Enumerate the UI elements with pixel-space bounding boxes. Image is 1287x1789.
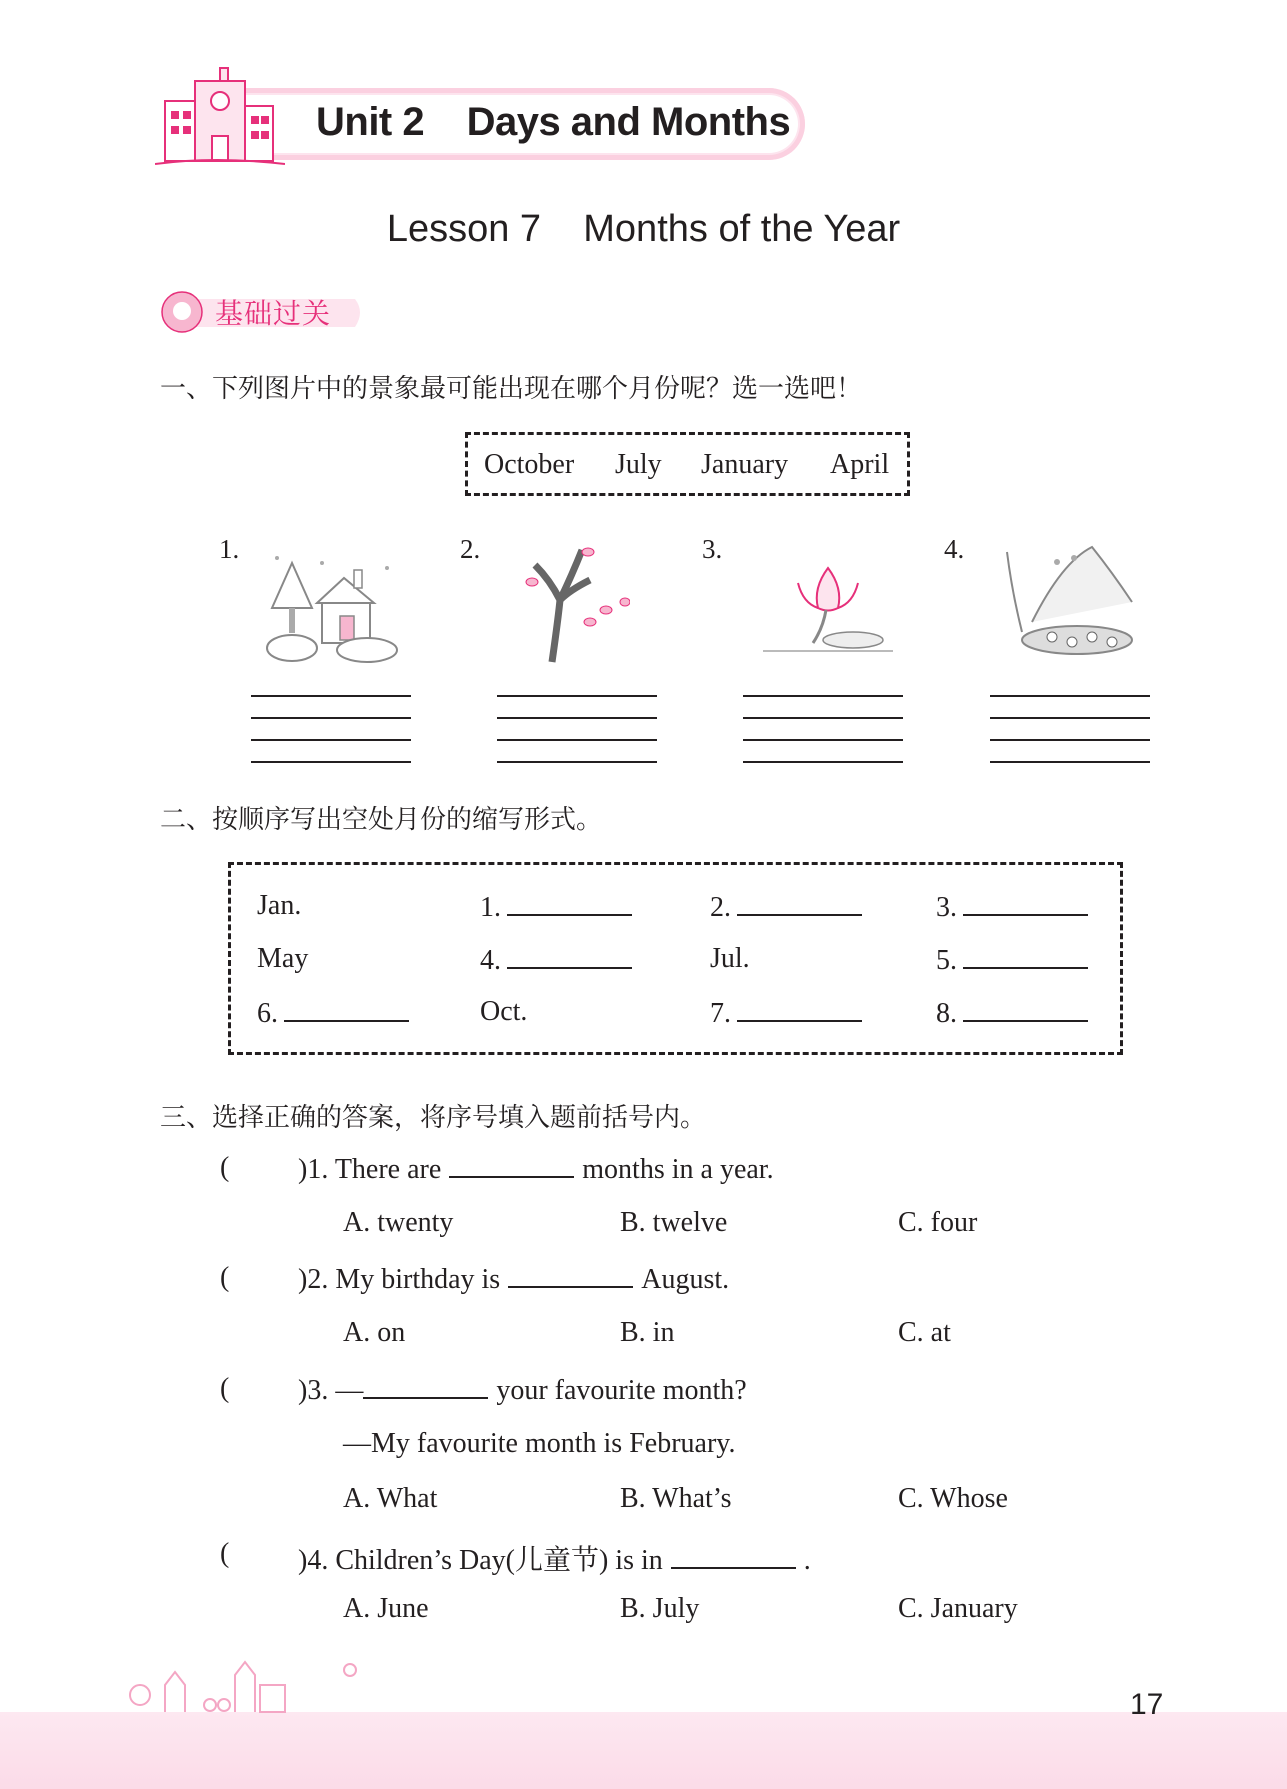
word-option: October [484, 449, 575, 480]
question-text: August. [641, 1264, 730, 1295]
question-4 [298, 1538, 811, 1578]
abbr-given: May [257, 943, 309, 974]
option-a[interactable]: A. on [343, 1317, 406, 1348]
lotus-picture [758, 548, 898, 658]
footer-band [0, 1712, 1287, 1789]
abbr-blank[interactable] [936, 890, 1088, 924]
blank-number: 4. [480, 945, 501, 976]
abbr-blank[interactable] [710, 996, 862, 1030]
option-b[interactable]: B. in [620, 1317, 675, 1348]
picture-number: 2. [460, 534, 481, 564]
section2-heading: 二、按顺序写出空处月份的缩写形式。 [160, 805, 603, 835]
abbr-blank[interactable] [480, 890, 632, 924]
snowy-house-picture [262, 548, 402, 663]
badge-label: 基础过关 [215, 297, 332, 330]
section3-heading: 三、选择正确的答案，将序号填入题前括号内。 [160, 1103, 707, 1133]
word-option: January [701, 449, 789, 480]
option-c[interactable]: C. January [898, 1593, 1018, 1624]
option-b[interactable]: B. July [620, 1593, 700, 1624]
question-1 [298, 1152, 774, 1186]
abbr-blank[interactable] [936, 943, 1088, 977]
picture-number: 1. [219, 534, 240, 564]
abbr-given: Jan. [257, 890, 302, 921]
section1-heading: 一、下列图片中的景象最可能出现在哪个月份呢？选一选吧！ [160, 374, 863, 404]
abbr-blank[interactable] [257, 996, 409, 1030]
option-a[interactable]: A. June [343, 1593, 429, 1624]
question-3 [298, 1373, 747, 1407]
option-c[interactable]: C. Whose [898, 1483, 1008, 1514]
abbr-given: Oct. [480, 996, 528, 1027]
answer-paren[interactable]: ( [220, 1262, 230, 1293]
abbr-given: Jul. [710, 943, 750, 974]
question-text: your favourite month? [496, 1375, 747, 1406]
lesson-title: Lesson 7 Months of the Year [386, 208, 901, 250]
autumn-tree-picture [510, 540, 630, 665]
unit-title: Unit 2 Days and Months [316, 100, 791, 144]
school-building-icon [155, 66, 285, 176]
question-text: months in a year. [582, 1154, 774, 1185]
question-text: )3. — [298, 1375, 364, 1406]
answer-paren[interactable]: ( [220, 1152, 230, 1183]
option-c[interactable]: C. at [898, 1317, 951, 1348]
question-text: )2. My birthday is [298, 1264, 501, 1295]
blank-number: 8. [936, 998, 957, 1029]
question-3-response: —My favourite month is February. [343, 1428, 736, 1459]
town-decoration-icon [120, 1650, 370, 1720]
abbr-blank[interactable] [710, 890, 862, 924]
word-option: July [615, 449, 662, 480]
blank-number: 3. [936, 892, 957, 923]
option-b[interactable]: B. What’s [620, 1483, 732, 1514]
picture-number: 3. [702, 534, 723, 564]
mountain-flowers-picture [1002, 542, 1142, 660]
abbr-blank[interactable] [480, 943, 632, 977]
word-option: April [830, 449, 890, 480]
answer-paren[interactable]: ( [220, 1538, 230, 1569]
page-number: 17 [1130, 1688, 1164, 1721]
question-text: )4. Children’s Day(儿童节) is in [298, 1545, 663, 1576]
answer-paren[interactable]: ( [220, 1373, 230, 1404]
option-a[interactable]: A. twenty [343, 1207, 454, 1238]
option-b[interactable]: B. twelve [620, 1207, 728, 1238]
question-2 [298, 1262, 729, 1296]
blank-number: 5. [936, 945, 957, 976]
option-c[interactable]: C. four [898, 1207, 978, 1238]
question-text: . [803, 1545, 811, 1576]
option-a[interactable]: A. What [343, 1483, 438, 1514]
picture-number: 4. [944, 534, 965, 564]
blank-number: 1. [480, 892, 501, 923]
word-bank [465, 432, 910, 496]
question-text: )1. There are [298, 1154, 442, 1185]
blank-number: 7. [710, 998, 731, 1029]
blank-number: 6. [257, 998, 278, 1029]
blank-number: 2. [710, 892, 731, 923]
abbr-blank[interactable] [936, 996, 1088, 1030]
